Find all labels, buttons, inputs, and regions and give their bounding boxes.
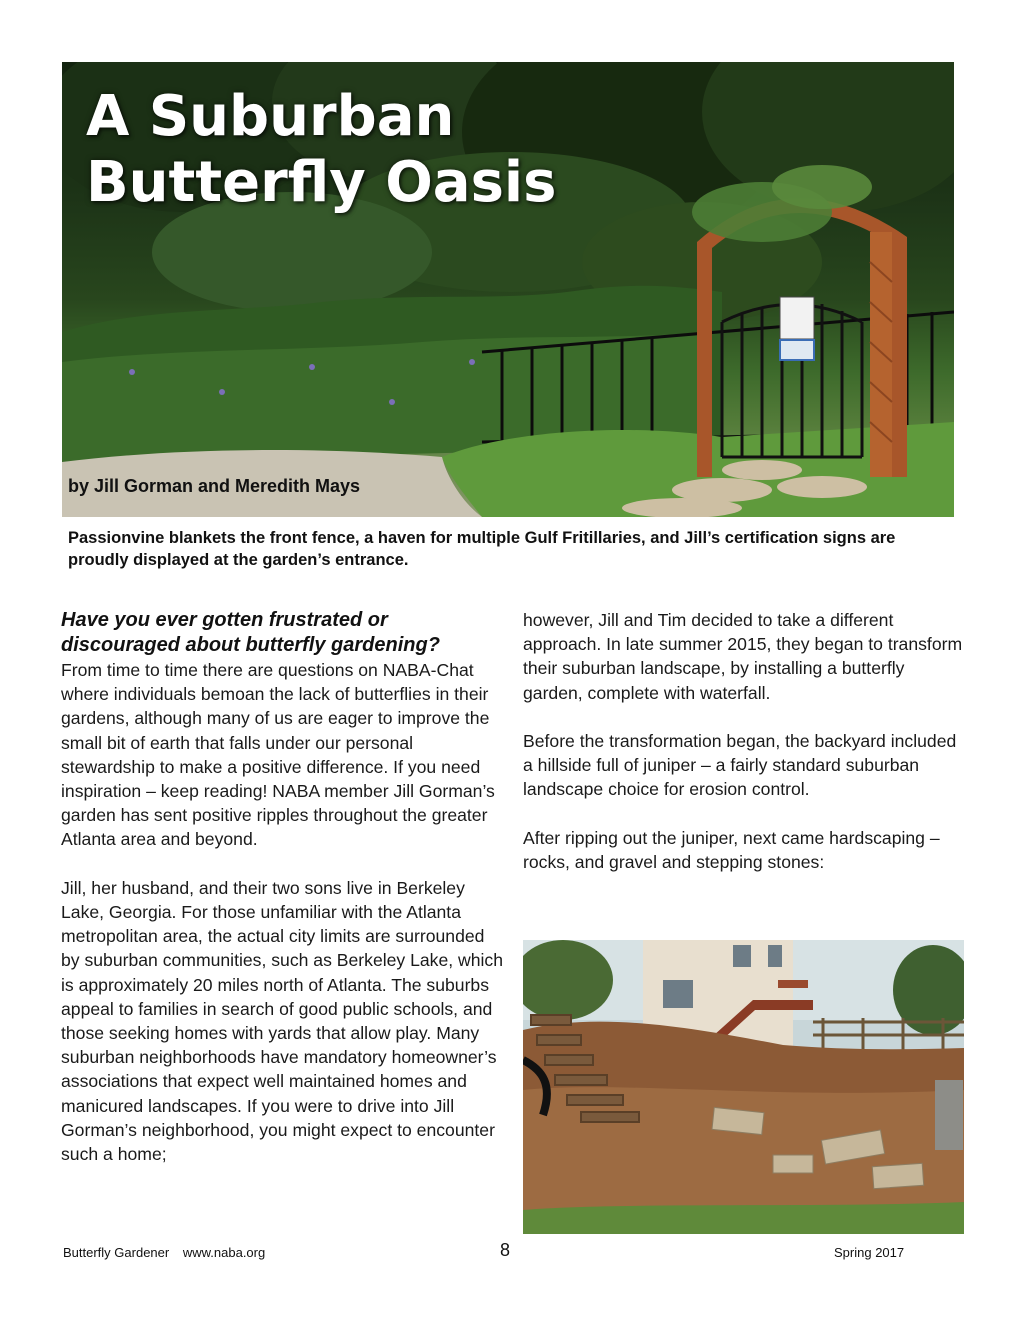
body-paragraph: After ripping out the juniper, next came hardscaping – rocks, and gravel and stepping stones: bbox=[523, 827, 940, 872]
hardscaping-photo bbox=[523, 940, 964, 1234]
website-link[interactable]: www.naba.org bbox=[182, 1245, 266, 1260]
certification-sign bbox=[780, 297, 814, 339]
intro-body: From time to time there are questions on NABA-Chat where individuals bemoan the lack of butterflies in their gardens, although many of us are eager to improve the small bit of earth that falls under our personal stewardship to make a positive difference. If you need inspiration – keep reading! NABA member Jill Gorman’s garden has sent positive ripples throughout the greater Atlanta area and beyond. bbox=[61, 660, 495, 850]
left-column bbox=[61, 608, 506, 1190]
footer-left bbox=[63, 1245, 265, 1260]
publication-name: Butterfly Gardener bbox=[63, 1245, 170, 1260]
page-number: 8 bbox=[500, 1240, 511, 1260]
right-column bbox=[523, 608, 968, 898]
lead-question: Have you ever gotten frustrated or discouraged about butterfly gardening? bbox=[61, 609, 440, 656]
body-paragraph: Jill, her husband, and their two sons live in Berkeley Lake, Georgia. For those unfamiliar with the Atlanta metropolitan area, the actual city limits are surrounded by suburban communities, such as Berkeley Lake, which is approximately 20 miles north of Atlanta. The suburbs appeal to families in search of good public schools, and those seeking homes with yards that allow play. Many suburban neighborhoods have mandatory homeowner’s associations that expect well maintained homes and manicured landscapes. If you were to drive into Jill Gorman’s neighborhood, you might expect to encounter such a home; bbox=[61, 877, 504, 1165]
title-line-2: Butterfly Oasis bbox=[86, 150, 557, 215]
body-paragraph: however, Jill and Tim decided to take a different approach. In late summer 2015, they began to transform their suburban landscape, by installing a butterfly garden, complete with waterfall. bbox=[523, 610, 963, 703]
photo-caption: Passionvine blankets the front fence, a haven for multiple Gulf Fritillaries, and Jill’s certification signs are proudly displayed at the garden’s entrance. bbox=[68, 529, 896, 569]
intro-paragraph bbox=[61, 608, 506, 852]
certification-sign bbox=[780, 340, 814, 360]
backyard-construction-illustration bbox=[523, 940, 964, 1234]
title-line-1: A Suburban bbox=[86, 84, 455, 149]
body-paragraph: Before the transformation began, the backyard included a hillside full of juniper – a fairly standard suburban landscape choice for erosion control. bbox=[523, 731, 957, 800]
issue-date: Spring 2017 bbox=[834, 1245, 905, 1260]
hero-photo bbox=[62, 62, 954, 517]
wooden-fence bbox=[813, 1018, 964, 1052]
byline: by Jill Gorman and Meredith Mays bbox=[68, 476, 361, 496]
block-pillar bbox=[935, 1080, 963, 1150]
article-title bbox=[86, 84, 706, 216]
